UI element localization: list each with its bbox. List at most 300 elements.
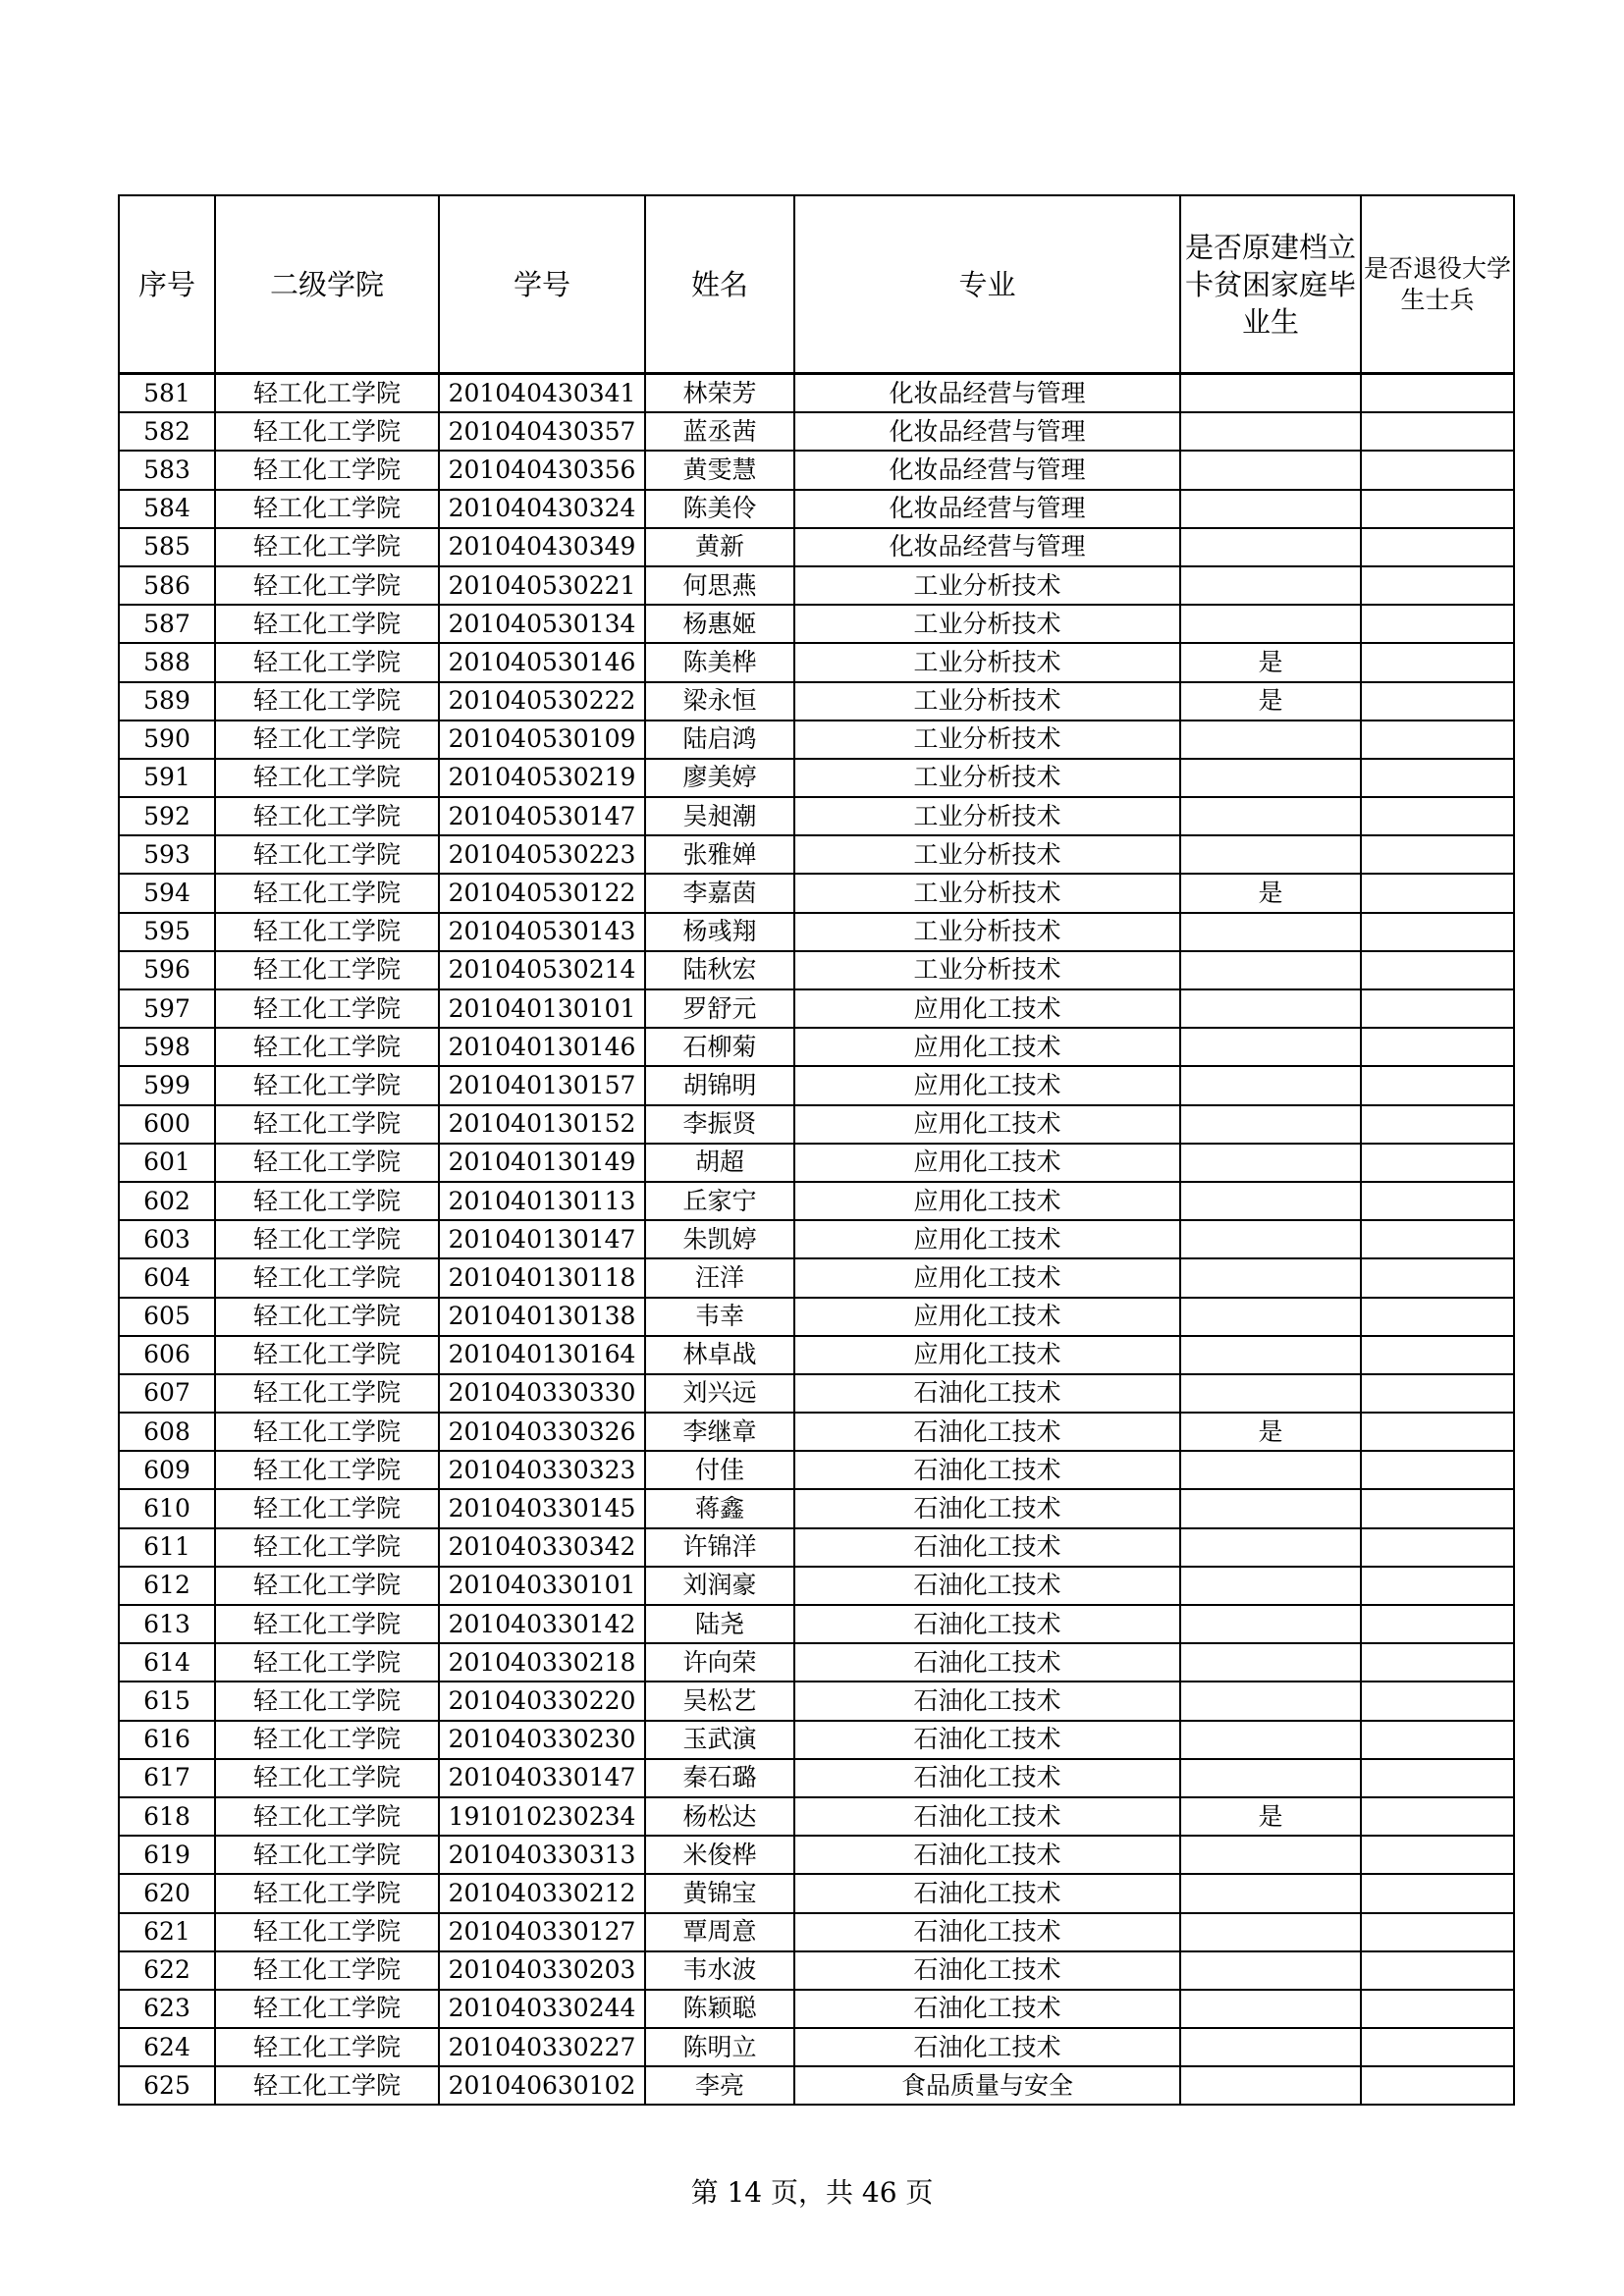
cell-student-id: 201040430357 [439,412,645,451]
cell-veteran-student [1361,1066,1514,1104]
cell-veteran-student [1361,913,1514,951]
cell-college: 轻工化工学院 [215,835,439,874]
cell-student-id: 201040130118 [439,1258,645,1297]
cell-name: 陆尧 [645,1605,794,1643]
cell-poverty-registered [1180,605,1361,643]
cell-major: 化妆品经营与管理 [794,528,1180,566]
cell-major: 工业分析技术 [794,682,1180,721]
cell-name: 陆启鸿 [645,721,794,759]
cell-student-id: 201040530109 [439,721,645,759]
cell-veteran-student [1361,1721,1514,1759]
cell-name: 陈美伶 [645,490,794,528]
cell-serial-number: 600 [119,1105,215,1144]
cell-veteran-student [1361,1836,1514,1874]
cell-major: 石油化工技术 [794,1374,1180,1413]
cell-serial-number: 584 [119,490,215,528]
cell-serial-number: 615 [119,1682,215,1720]
cell-college: 轻工化工学院 [215,1682,439,1720]
cell-name: 林卓战 [645,1336,794,1374]
table-row [119,1028,1514,1066]
cell-major: 石油化工技术 [794,1413,1180,1451]
cell-name: 蒋鑫 [645,1489,794,1527]
table-row [119,1643,1514,1682]
cell-serial-number: 592 [119,797,215,835]
table-row [119,605,1514,643]
cell-name: 朱凯婷 [645,1220,794,1258]
cell-poverty-registered [1180,1144,1361,1182]
cell-poverty-registered [1180,1182,1361,1220]
cell-serial-number: 587 [119,605,215,643]
cell-serial-number: 618 [119,1797,215,1836]
cell-veteran-student [1361,1413,1514,1451]
cell-poverty-registered [1180,1836,1361,1874]
cell-name: 黄雯慧 [645,451,794,489]
header-student-id: 学号 [439,195,645,374]
cell-serial-number: 603 [119,1220,215,1258]
cell-veteran-student [1361,1567,1514,1605]
cell-veteran-student [1361,643,1514,681]
table-row [119,1721,1514,1759]
cell-college: 轻工化工学院 [215,2066,439,2105]
table-row [119,2066,1514,2105]
cell-student-id: 201040330313 [439,1836,645,1874]
header-name: 姓名 [645,195,794,374]
cell-student-id: 201040430324 [439,490,645,528]
cell-serial-number: 598 [119,1028,215,1066]
cell-veteran-student [1361,682,1514,721]
cell-poverty-registered [1180,566,1361,605]
cell-poverty-registered [1180,1105,1361,1144]
cell-serial-number: 612 [119,1567,215,1605]
cell-veteran-student [1361,797,1514,835]
cell-major: 应用化工技术 [794,1144,1180,1182]
cell-serial-number: 611 [119,1528,215,1567]
cell-student-id: 201040530214 [439,951,645,989]
cell-college: 轻工化工学院 [215,374,439,413]
header-major: 专业 [794,195,1180,374]
table-row [119,759,1514,797]
cell-poverty-registered [1180,1990,1361,2028]
cell-major: 石油化工技术 [794,1874,1180,1912]
table-row [119,1990,1514,2028]
cell-veteran-student [1361,528,1514,566]
cell-college: 轻工化工学院 [215,1759,439,1797]
cell-name: 胡锦明 [645,1066,794,1104]
cell-major: 化妆品经营与管理 [794,374,1180,413]
cell-student-id: 201040330342 [439,1528,645,1567]
cell-college: 轻工化工学院 [215,1528,439,1567]
table-row [119,797,1514,835]
cell-major: 石油化工技术 [794,1797,1180,1836]
cell-poverty-registered [1180,374,1361,413]
table-row [119,1182,1514,1220]
cell-serial-number: 607 [119,1374,215,1413]
table-row [119,1298,1514,1336]
table-row [119,1489,1514,1527]
cell-name: 李嘉茵 [645,874,794,912]
cell-poverty-registered [1180,1298,1361,1336]
cell-name: 张雅婵 [645,835,794,874]
cell-poverty-registered [1180,1220,1361,1258]
cell-student-id: 201040430356 [439,451,645,489]
cell-serial-number: 581 [119,374,215,413]
cell-name: 杨彧翔 [645,913,794,951]
table-body [119,374,1514,2106]
cell-student-id: 201040330142 [439,1605,645,1643]
cell-serial-number: 594 [119,874,215,912]
cell-veteran-student [1361,874,1514,912]
cell-poverty-registered [1180,1451,1361,1489]
cell-veteran-student [1361,1374,1514,1413]
cell-name: 陆秋宏 [645,951,794,989]
cell-student-id: 201040530134 [439,605,645,643]
cell-name: 杨惠姬 [645,605,794,643]
cell-veteran-student [1361,1144,1514,1182]
cell-veteran-student [1361,1913,1514,1951]
cell-student-id: 201040530147 [439,797,645,835]
cell-major: 工业分析技术 [794,874,1180,912]
cell-college: 轻工化工学院 [215,913,439,951]
table-row [119,1682,1514,1720]
cell-student-id: 201040330330 [439,1374,645,1413]
cell-name: 吴松艺 [645,1682,794,1720]
cell-name: 胡超 [645,1144,794,1182]
cell-college: 轻工化工学院 [215,1028,439,1066]
cell-name: 李振贤 [645,1105,794,1144]
cell-student-id: 201040330127 [439,1913,645,1951]
cell-veteran-student [1361,2028,1514,2066]
cell-poverty-registered [1180,1374,1361,1413]
cell-serial-number: 596 [119,951,215,989]
cell-serial-number: 606 [119,1336,215,1374]
cell-name: 廖美婷 [645,759,794,797]
table-row [119,412,1514,451]
cell-poverty-registered [1180,1874,1361,1912]
cell-college: 轻工化工学院 [215,1258,439,1297]
cell-veteran-student [1361,721,1514,759]
cell-name: 黄锦宝 [645,1874,794,1912]
cell-name: 付佳 [645,1451,794,1489]
cell-poverty-registered [1180,1951,1361,1990]
table-header [119,195,1514,374]
cell-college: 轻工化工学院 [215,1144,439,1182]
table-row [119,951,1514,989]
table-row [119,643,1514,681]
cell-major: 工业分析技术 [794,566,1180,605]
cell-student-id: 201040330101 [439,1567,645,1605]
cell-major: 工业分析技术 [794,797,1180,835]
table-row [119,1144,1514,1182]
cell-student-id: 201040130138 [439,1298,645,1336]
cell-serial-number: 610 [119,1489,215,1527]
table-row [119,1105,1514,1144]
cell-college: 轻工化工学院 [215,1374,439,1413]
cell-college: 轻工化工学院 [215,682,439,721]
cell-poverty-registered [1180,1759,1361,1797]
cell-serial-number: 585 [119,528,215,566]
table-row [119,1874,1514,1912]
cell-poverty-registered [1180,1336,1361,1374]
cell-veteran-student [1361,835,1514,874]
cell-serial-number: 583 [119,451,215,489]
cell-veteran-student [1361,1028,1514,1066]
cell-name: 刘润豪 [645,1567,794,1605]
cell-major: 食品质量与安全 [794,2066,1180,2105]
cell-serial-number: 589 [119,682,215,721]
table-row [119,1528,1514,1567]
cell-college: 轻工化工学院 [215,2028,439,2066]
cell-serial-number: 623 [119,1990,215,2028]
cell-college: 轻工化工学院 [215,1220,439,1258]
cell-major: 石油化工技术 [794,1528,1180,1567]
cell-college: 轻工化工学院 [215,1990,439,2028]
cell-college: 轻工化工学院 [215,1182,439,1220]
cell-serial-number: 593 [119,835,215,874]
cell-student-id: 191010230234 [439,1797,645,1836]
cell-poverty-registered [1180,1528,1361,1567]
cell-student-id: 201040130147 [439,1220,645,1258]
cell-serial-number: 625 [119,2066,215,2105]
table-row [119,1258,1514,1297]
cell-major: 石油化工技术 [794,1451,1180,1489]
cell-college: 轻工化工学院 [215,1874,439,1912]
cell-serial-number: 624 [119,2028,215,2066]
header-row [119,195,1514,374]
cell-poverty-registered [1180,1066,1361,1104]
cell-college: 轻工化工学院 [215,528,439,566]
cell-name: 陈美桦 [645,643,794,681]
cell-major: 工业分析技术 [794,605,1180,643]
cell-college: 轻工化工学院 [215,1605,439,1643]
cell-poverty-registered [1180,1605,1361,1643]
cell-veteran-student [1361,1451,1514,1489]
cell-veteran-student [1361,1336,1514,1374]
cell-name: 韦水波 [645,1951,794,1990]
cell-serial-number: 620 [119,1874,215,1912]
cell-name: 蓝丞茜 [645,412,794,451]
cell-student-id: 201040330244 [439,1990,645,2028]
cell-student-id: 201040130164 [439,1336,645,1374]
cell-veteran-student [1361,1643,1514,1682]
cell-poverty-registered [1180,835,1361,874]
cell-name: 罗舒元 [645,989,794,1028]
cell-college: 轻工化工学院 [215,1797,439,1836]
cell-major: 石油化工技术 [794,1682,1180,1720]
cell-college: 轻工化工学院 [215,797,439,835]
cell-college: 轻工化工学院 [215,1836,439,1874]
cell-name: 陈颖聪 [645,1990,794,2028]
cell-serial-number: 608 [119,1413,215,1451]
cell-serial-number: 597 [119,989,215,1028]
cell-student-id: 201040430349 [439,528,645,566]
cell-poverty-registered [1180,1489,1361,1527]
cell-poverty-registered [1180,721,1361,759]
cell-college: 轻工化工学院 [215,1951,439,1990]
cell-veteran-student [1361,1951,1514,1990]
cell-poverty-registered [1180,2028,1361,2066]
cell-poverty-registered [1180,451,1361,489]
cell-poverty-registered [1180,913,1361,951]
header-college: 二级学院 [215,195,439,374]
cell-name: 梁永恒 [645,682,794,721]
cell-serial-number: 599 [119,1066,215,1104]
cell-serial-number: 601 [119,1144,215,1182]
cell-veteran-student [1361,1605,1514,1643]
cell-major: 石油化工技术 [794,2028,1180,2066]
table-row [119,528,1514,566]
cell-major: 石油化工技术 [794,1605,1180,1643]
cell-serial-number: 614 [119,1643,215,1682]
cell-veteran-student [1361,1258,1514,1297]
cell-major: 化妆品经营与管理 [794,412,1180,451]
cell-veteran-student [1361,1990,1514,2028]
table-row [119,2028,1514,2066]
cell-name: 李亮 [645,2066,794,2105]
cell-student-id: 201040330326 [439,1413,645,1451]
table-row [119,721,1514,759]
cell-college: 轻工化工学院 [215,1105,439,1144]
table-row [119,1374,1514,1413]
cell-college: 轻工化工学院 [215,1413,439,1451]
table-row [119,1836,1514,1874]
cell-college: 轻工化工学院 [215,490,439,528]
cell-major: 应用化工技术 [794,1220,1180,1258]
cell-poverty-registered [1180,1913,1361,1951]
cell-student-id: 201040630102 [439,2066,645,2105]
cell-major: 石油化工技术 [794,1990,1180,2028]
cell-student-id: 201040130157 [439,1066,645,1104]
cell-student-id: 201040330323 [439,1451,645,1489]
cell-poverty-registered [1180,1028,1361,1066]
cell-serial-number: 588 [119,643,215,681]
cell-major: 石油化工技术 [794,1913,1180,1951]
cell-college: 轻工化工学院 [215,759,439,797]
cell-serial-number: 609 [119,1451,215,1489]
cell-poverty-registered [1180,490,1361,528]
cell-veteran-student [1361,451,1514,489]
cell-major: 工业分析技术 [794,835,1180,874]
cell-poverty-registered [1180,951,1361,989]
cell-student-id: 201040330147 [439,1759,645,1797]
cell-student-id: 201040330220 [439,1682,645,1720]
cell-veteran-student [1361,1220,1514,1258]
table-row [119,682,1514,721]
cell-major: 化妆品经营与管理 [794,451,1180,489]
cell-serial-number: 586 [119,566,215,605]
cell-college: 轻工化工学院 [215,605,439,643]
table-row [119,1605,1514,1643]
cell-poverty-registered [1180,2066,1361,2105]
cell-student-id: 201040130146 [439,1028,645,1066]
table-row [119,913,1514,951]
cell-name: 林荣芳 [645,374,794,413]
cell-serial-number: 613 [119,1605,215,1643]
cell-major: 应用化工技术 [794,1066,1180,1104]
cell-major: 石油化工技术 [794,1759,1180,1797]
cell-poverty-registered [1180,759,1361,797]
document-page [118,194,1515,2106]
cell-college: 轻工化工学院 [215,1066,439,1104]
cell-veteran-student [1361,951,1514,989]
cell-major: 石油化工技术 [794,1489,1180,1527]
cell-poverty-registered: 是 [1180,874,1361,912]
table-row [119,1567,1514,1605]
cell-name: 汪洋 [645,1258,794,1297]
cell-poverty-registered [1180,1721,1361,1759]
cell-student-id: 201040330212 [439,1874,645,1912]
cell-veteran-student [1361,566,1514,605]
table-row [119,1759,1514,1797]
cell-student-id: 201040330145 [439,1489,645,1527]
cell-veteran-student [1361,1874,1514,1912]
cell-major: 应用化工技术 [794,1258,1180,1297]
header-poverty-registered: 是否原建档立卡贫困家庭毕业生 [1180,195,1361,374]
cell-serial-number: 621 [119,1913,215,1951]
cell-veteran-student [1361,412,1514,451]
cell-veteran-student [1361,605,1514,643]
cell-poverty-registered [1180,797,1361,835]
table-row [119,1066,1514,1104]
cell-name: 玉武演 [645,1721,794,1759]
cell-college: 轻工化工学院 [215,566,439,605]
table-row [119,451,1514,489]
cell-student-id: 201040330230 [439,1721,645,1759]
cell-college: 轻工化工学院 [215,721,439,759]
cell-serial-number: 605 [119,1298,215,1336]
table-row [119,374,1514,413]
cell-veteran-student [1361,1797,1514,1836]
cell-college: 轻工化工学院 [215,1721,439,1759]
cell-veteran-student [1361,1759,1514,1797]
table-row [119,490,1514,528]
table-row [119,1797,1514,1836]
cell-serial-number: 590 [119,721,215,759]
cell-college: 轻工化工学院 [215,1643,439,1682]
graduate-roster-table [118,194,1515,2106]
cell-poverty-registered [1180,1682,1361,1720]
cell-major: 工业分析技术 [794,951,1180,989]
cell-name: 黄新 [645,528,794,566]
cell-poverty-registered [1180,1643,1361,1682]
cell-veteran-student [1361,1105,1514,1144]
cell-serial-number: 619 [119,1836,215,1874]
cell-serial-number: 602 [119,1182,215,1220]
cell-college: 轻工化工学院 [215,451,439,489]
cell-college: 轻工化工学院 [215,951,439,989]
cell-major: 石油化工技术 [794,1836,1180,1874]
cell-poverty-registered [1180,1567,1361,1605]
cell-veteran-student [1361,2066,1514,2105]
table-row [119,874,1514,912]
cell-serial-number: 617 [119,1759,215,1797]
cell-veteran-student [1361,1298,1514,1336]
table-row [119,989,1514,1028]
cell-student-id: 201040530122 [439,874,645,912]
cell-college: 轻工化工学院 [215,1913,439,1951]
table-row [119,1220,1514,1258]
table-row [119,566,1514,605]
cell-serial-number: 616 [119,1721,215,1759]
cell-major: 石油化工技术 [794,1643,1180,1682]
cell-major: 工业分析技术 [794,643,1180,681]
cell-major: 工业分析技术 [794,759,1180,797]
cell-major: 应用化工技术 [794,1182,1180,1220]
cell-student-id: 201040130101 [439,989,645,1028]
table-row [119,1951,1514,1990]
cell-college: 轻工化工学院 [215,989,439,1028]
cell-poverty-registered: 是 [1180,1413,1361,1451]
cell-poverty-registered [1180,412,1361,451]
